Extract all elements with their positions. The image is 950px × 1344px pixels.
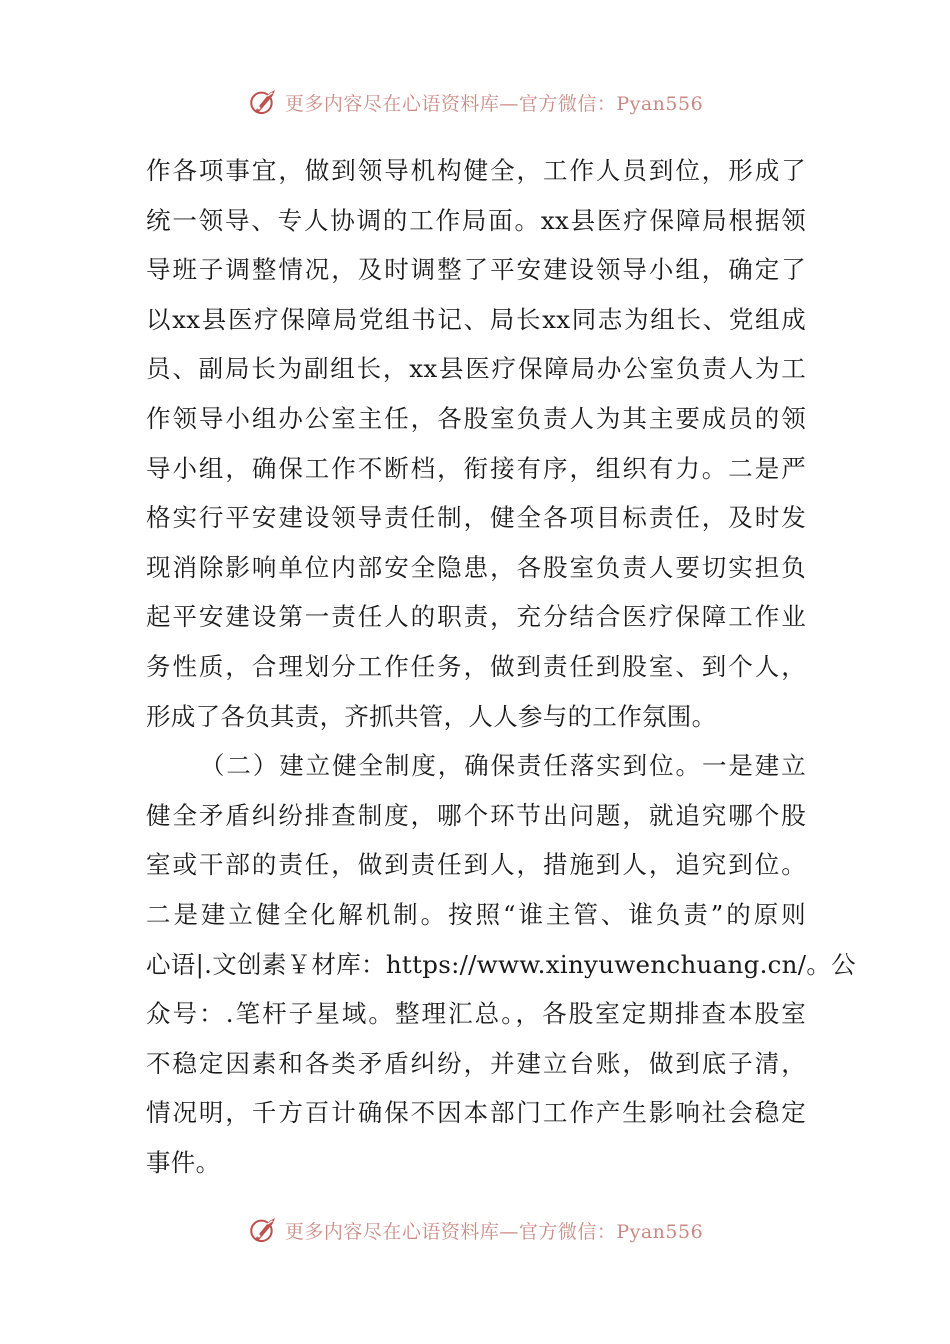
document-body — [146, 146, 856, 1187]
text-line: 二是建立健全化解机制。按照“谁主管、谁负责”的原则 — [146, 899, 806, 929]
text-line: 室或干部的责任，做到责任到人，措施到人，追究到位。 — [146, 850, 806, 880]
text-line: 员、副局长为副组长，xx县医疗保障局办公室负责人为工 — [146, 354, 806, 384]
text-line: 情况明，千方百计确保不因本部门工作产生影响社会稳定 — [146, 1098, 806, 1128]
watermark-text: 更多内容尽在心语资料库—官方微信：Pyan556 — [284, 92, 704, 115]
paragraph-end-line: 事件。 — [146, 1147, 221, 1177]
text-line: 健全矛盾纠纷排查制度，哪个环节出问题，就追究哪个股 — [146, 800, 806, 830]
text-line: 作领导小组办公室主任，各股室负责人为其主要成员的领 — [146, 403, 806, 433]
text-line: 统一领导、专人协调的工作局面。xx县医疗保障局根据领 — [146, 205, 806, 235]
footer-watermark — [0, 1208, 950, 1252]
text-line: 导班子调整情况，及时调整了平安建设领导小组，确定了 — [146, 255, 806, 285]
text-line: 现消除影响单位内部安全隐患，各股室负责人要切实担负 — [146, 552, 806, 582]
text-line: 格实行平安建设领导责任制，健全各项目标责任，及时发 — [146, 503, 806, 533]
inserted-source-line: 心语|.文创素￥材库：https://www.xinyuwenchuang.cn/。公 — [146, 949, 856, 979]
header-watermark — [0, 80, 950, 124]
text-line: 作各项事宜，做到领导机构健全，工作人员到位，形成了 — [146, 156, 806, 185]
pen-nib-logo-icon — [247, 1213, 281, 1247]
text-line: 以xx县医疗保障局党组书记、局长xx同志为组长、党组成 — [146, 304, 806, 334]
text-line: 不稳定因素和各类矛盾纠纷，并建立台账，做到底子清， — [146, 1048, 806, 1078]
text-line: 起平安建设第一责任人的职责，充分结合医疗保障工作业 — [146, 602, 806, 632]
pen-nib-logo-icon — [247, 85, 281, 119]
section-heading-line: （二）建立健全制度，确保责任落实到位。一是建立 — [200, 751, 806, 781]
text-line: 务性质，合理划分工作任务，做到责任到股室、到个人， — [146, 651, 806, 681]
text-line: 导小组，确保工作不断档，衔接有序，组织有力。二是严 — [146, 453, 806, 483]
watermark-text: 更多内容尽在心语资料库—官方微信：Pyan556 — [284, 1220, 704, 1243]
text-line: 众号：.笔杆子星域。整理汇总。，各股室定期排查本股室 — [146, 999, 806, 1029]
paragraph-end-line: 形成了各负其责，齐抓共管，人人参与的工作氛围。 — [146, 701, 717, 731]
